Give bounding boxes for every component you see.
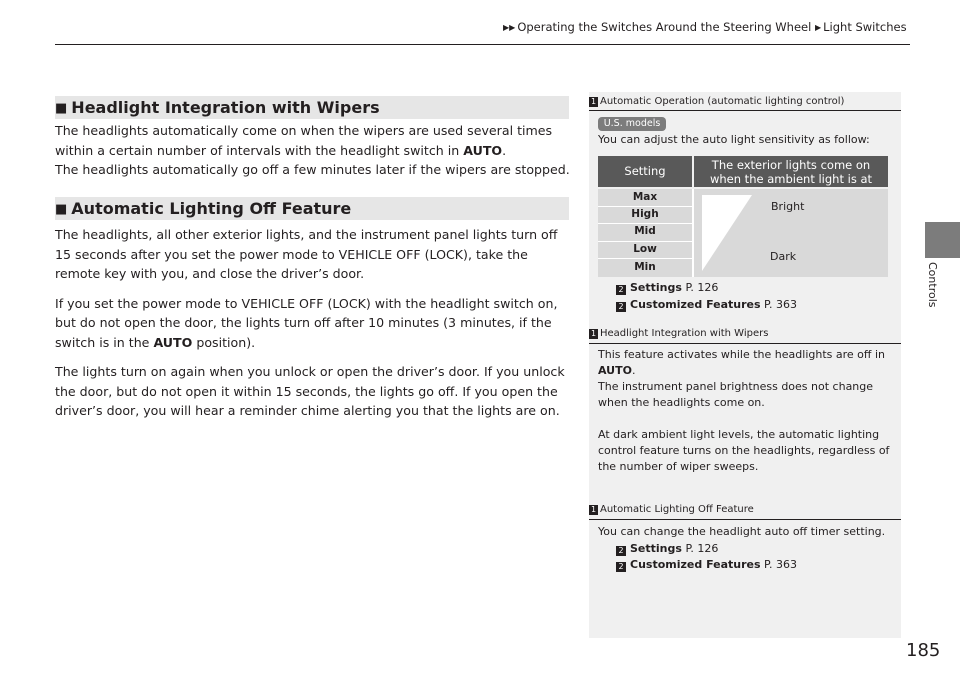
breadcrumb-arrow-icon: ▶▶ [503,23,516,32]
section-heading-wipers [55,96,569,119]
table-column-divider [692,189,694,277]
note-title: Headlight Integration with Wipers [600,328,769,339]
note-marker-icon: 1 [590,97,597,106]
ref-settings-link[interactable] [616,279,718,296]
ref-page: P. 363 [764,558,797,571]
text-run: The headlights, all other exterior lights, and the instrument panel lights turn off 15 seconds after you set the power mode to VEHICLE OFF (LOCK), take the remote key with you, and close the driver’s door. [55,227,558,281]
chapter-tab-label[interactable]: Controls [926,262,939,308]
reference-arrow-icon: 2 [616,546,626,556]
note-title: Automatic Operation (automatic lighting control) [600,96,845,107]
breadcrumb-arrow-icon: ▶ [814,23,822,32]
note-heading-auto-off [589,504,754,515]
region-badge: U.S. models [598,117,666,131]
note-heading-wipers [589,328,768,339]
paragraph [55,362,573,421]
note-divider [589,519,901,520]
section-square-icon: ■ [55,202,68,217]
table-row-max: Max [632,191,658,203]
ref-settings-link[interactable] [616,540,718,557]
table-header-text: The exterior lights come on [711,158,871,172]
table-row-min: Min [634,261,656,273]
reference-arrow-icon: 2 [616,562,626,572]
table-header-condition [694,156,888,187]
breadcrumb-item[interactable]: Operating the Switches Around the Steering Wheel [517,20,812,34]
paragraph [598,347,894,379]
text-run: The headlights automatically go off a few minutes later if the wipers are stopped. [55,162,570,177]
note-body-wipers [598,347,894,475]
bright-label: Bright [771,200,805,213]
header-divider [55,44,910,45]
ref-label: Customized Features [630,298,761,311]
section-body-auto-off [55,225,573,421]
chapter-tab-marker [925,222,960,258]
reference-arrow-icon: 2 [616,285,626,295]
text-run: The headlights automatically come on when the wipers are used several times within a certain number of intervals with the headlight switch in [55,123,553,158]
section-body-wipers [55,121,573,180]
text-run: position). [192,334,256,350]
page-number: 185 [906,640,941,661]
ref-customized-features-link[interactable] [616,556,797,573]
ref-page: P. 126 [685,281,719,294]
note-marker-icon: 1 [590,329,597,338]
table-row-low: Low [633,243,657,255]
text-run: . [631,364,636,377]
note-marker-icon: 1 [590,505,597,514]
note-body-auto-off: You can change the headlight auto off timer setting. [598,525,886,538]
ref-customized-features-link[interactable] [616,296,797,313]
section-square-icon: ■ [55,101,68,116]
table-header-text: when the ambient light is at [709,172,873,186]
note-title: Automatic Lighting Off Feature [600,504,754,515]
note-intro: You can adjust the auto light sensitivity as follow: [598,133,870,146]
section-title: Automatic Lighting Off Feature [71,199,352,218]
ref-page: P. 363 [764,298,797,311]
dark-label: Dark [770,250,797,263]
breadcrumb [503,20,907,34]
ref-label: Settings [630,542,682,555]
paragraph [55,121,573,160]
table-header-setting [598,156,692,187]
ref-page: P. 126 [685,542,719,555]
reference-arrow-icon: 2 [616,302,626,312]
text-run: This feature activates while the headlights are off in [598,348,885,361]
paragraph [55,160,573,180]
paragraph: At dark ambient light levels, the automatic lighting control feature turns on the headlights, regardless of the number of wiper sweeps. [598,428,890,473]
section-title: Headlight Integration with Wipers [71,98,380,117]
table-row-mid: Mid [634,225,656,237]
section-heading-auto-off [55,197,569,220]
note-heading-auto-operation [589,96,844,107]
auto-keyword: AUTO [463,142,503,158]
breadcrumb-item[interactable]: Light Switches [823,20,907,34]
brightness-wedge-icon [702,195,754,273]
paragraph [55,225,573,284]
paragraph: The instrument panel brightness does not change when the headlights come on. [598,380,874,409]
table-row-high: High [631,208,659,220]
auto-keyword: AUTO [598,364,632,377]
text-run: . [502,142,507,158]
text-run: If you set the power mode to VEHICLE OFF (LOCK) with the headlight switch on, but do not open the door, the lights turn off after 10 minutes (3 minutes, if the switch is in the [55,295,558,350]
note-divider [589,110,901,111]
auto-keyword: AUTO [153,334,193,350]
table-header-text: Setting [624,164,666,178]
ref-label: Customized Features [630,558,761,571]
note-divider [589,343,901,344]
paragraph [55,294,573,353]
text-run: The lights turn on again when you unlock or open the driver’s door. If you unlock the door, but do not open it within 15 seconds, the lights go off. If you open the driver’s door, you will hear a reminder chime alerting you that the lights are on. [55,364,565,418]
ref-label: Settings [630,281,682,294]
